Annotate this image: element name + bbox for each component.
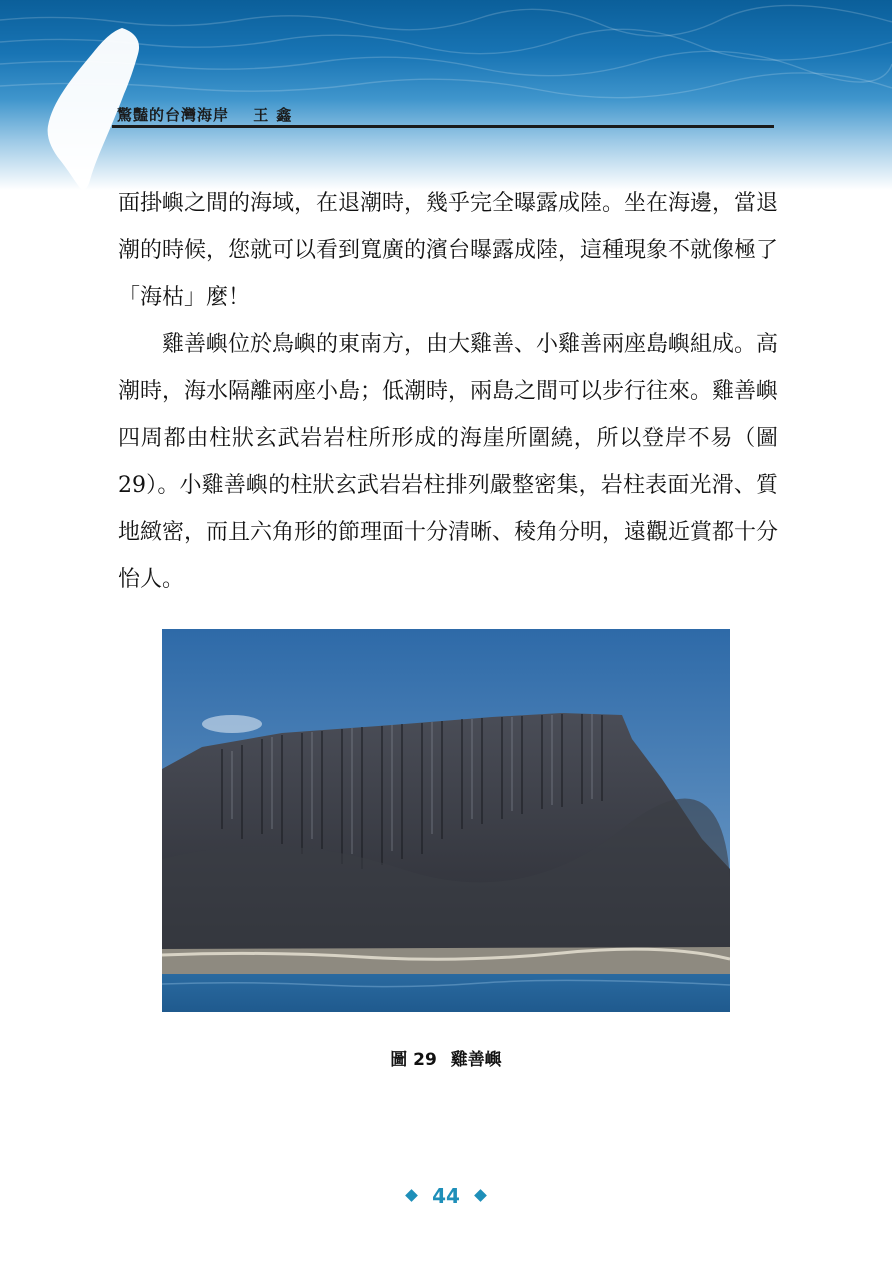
header-rule [112, 125, 774, 128]
paragraph: 面掛嶼之間的海域，在退潮時，幾乎完全曝露成陸。坐在海邊，當退潮的時候，您就可以看到寬廣的濱台曝露成陸，這種現象不就像極了「海枯」麼！ [118, 191, 779, 310]
figure-label: 圖 29 [390, 1050, 437, 1070]
diamond-icon [405, 1189, 418, 1202]
header-book-title: 驚豔的台灣海岸 [117, 106, 230, 124]
page-number-text: 44 [432, 1184, 460, 1208]
basalt-cliff-photo [162, 629, 730, 1012]
body-text [118, 180, 778, 603]
header-banner [0, 0, 892, 190]
figure-caption-text: 雞善嶼 [450, 1050, 502, 1070]
running-header [117, 104, 299, 125]
page-number [0, 1184, 892, 1208]
paragraph: 雞善嶼位於鳥嶼的東南方，由大雞善、小雞善兩座島嶼組成。高潮時，海水隔離兩座小島；低潮時，兩島之間可以步行往來。雞善嶼四周都由柱狀玄武岩岩柱所形成的海崖所圍繞，所以登岸不易（圖 29）。小雞善嶼的柱狀玄武岩岩柱排列嚴整密集，岩柱表面光滑、質地緻密，而且六角形的節理面十分清晰、稜角分明，遠觀近賞都十分怡人。 [118, 332, 779, 592]
diamond-icon [474, 1189, 487, 1202]
figure-photo [162, 629, 730, 1012]
header-author: 王鑫 [253, 106, 300, 124]
figure-caption [0, 1045, 892, 1070]
